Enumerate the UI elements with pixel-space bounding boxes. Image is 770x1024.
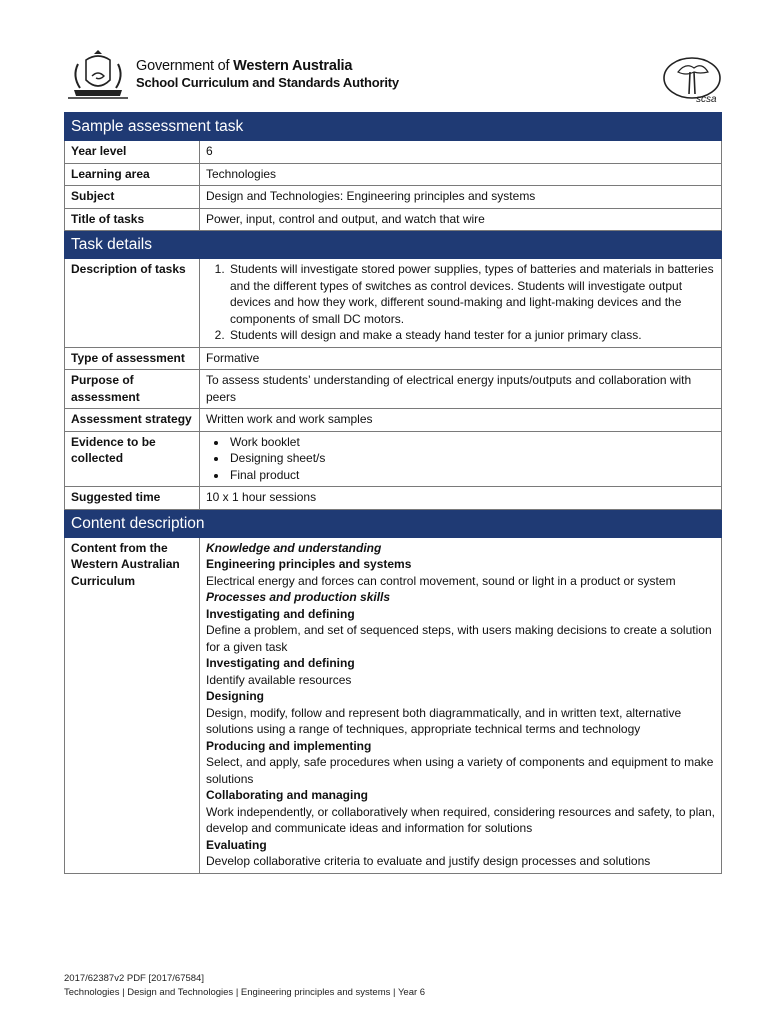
row-year-level: Year level 6: [65, 141, 722, 164]
task-description-list: [206, 261, 715, 344]
list-item: 1. Students will investigate stored power supplies, types of batteries and materials in batteries and the different types of switches as control devices. Students will investigate output devices and how they work, different sound-making and light-making devices and the components of small DC motors.: [228, 261, 715, 327]
evidence-list: [206, 434, 715, 484]
document-header: [64, 50, 730, 106]
government-title: Government of Western Australia: [136, 58, 353, 74]
section-header-task-details: Task details: [65, 231, 722, 259]
row-title-of-tasks: Title of tasks Power, input, control and output, and watch that wire: [65, 208, 722, 231]
list-item: • Designing sheet/s: [228, 450, 715, 467]
assessment-table: [64, 112, 722, 874]
row-content-from-curriculum: Content from the Western Australian Curriculum Knowledge and understanding Engineering principles and systems Electrical energy and forces can control movement, sound or light in a product or system Processes and production skills Investigating and defining Define a problem, and set of sequenced steps, with users making decisions to create a solution for a given task Investigating and defining Identify available resources Designing Design, modify, follow and represent both diagrammatically, and in written text, alternative solutions using a range of techniques, appropriate technical terms and technology Producing and implementing Select, and apply, safe procedures when using a variety of components and equipment to make solutions Collaborating and managing Work independently, or collaboratively when required, considering resources and safety, to plan, develop and communicate ideas and information for solutions Evaluating Develop collaborative criteria to evaluate and justify design processes and solutions: [65, 537, 722, 873]
svg-text:scsa: scsa: [696, 94, 717, 105]
row-subject: Subject Design and Technologies: Engineering principles and systems: [65, 186, 722, 209]
list-item: • Work booklet: [228, 434, 715, 451]
row-type-of-assessment: Type of assessment Formative: [65, 347, 722, 370]
footer-doc-id: 2017/62387v2 PDF [2017/67584]: [64, 973, 204, 984]
scsa-logo-icon: [660, 54, 724, 106]
row-learning-area: Learning area Technologies: [65, 163, 722, 186]
row-description-of-tasks: Description of tasks 1. Students will investigate stored power supplies, types of batteries and materials in batteries and the different types of switches as control devices. Students will investigate output devices and how they work, different sound-making and light-making devices and the components of small DC motors. 2. Students will design and make a steady hand tester for a junior primary class.: [65, 259, 722, 348]
section-header-sample: Sample assessment task: [65, 113, 722, 141]
list-item: 2. Students will design and make a steady hand tester for a junior primary class.: [228, 327, 715, 344]
row-purpose-of-assessment: Purpose of assessment To assess students’ understanding of electrical energy inputs/outputs and collaboration with peers: [65, 370, 722, 409]
authority-title: School Curriculum and Standards Authority: [136, 75, 399, 90]
curriculum-content: Knowledge and understanding Engineering principles and systems Electrical energy and forces can control movement, sound or light in a product or system Processes and production skills Investigating and defining Define a problem, and set of sequenced steps, with users making decisions to create a solution for a given task Investigating and defining Identify available resources Designing Design, modify, follow and represent both diagrammatically, and in written text, alternative solutions using a range of techniques, appropriate technical terms and technology Producing and implementing Select, and apply, safe procedures when using a variety of components and equipment to make solutions Collaborating and managing Work independently, or collaboratively when required, considering resources and safety, to plan, develop and communicate ideas and information for solutions Evaluating Develop collaborative criteria to evaluate and justify design processes and solutions: [200, 537, 722, 873]
row-suggested-time: Suggested time 10 x 1 hour sessions: [65, 487, 722, 510]
wa-coat-of-arms-icon: [64, 50, 132, 102]
row-evidence-to-be-collected: Evidence to be collected • Work booklet • Designing sheet/s • Final product: [65, 431, 722, 487]
page-footer: [64, 972, 425, 1000]
list-item: • Final product: [228, 467, 715, 484]
row-assessment-strategy: Assessment strategy Written work and work samples: [65, 409, 722, 432]
section-header-content-description: Content description: [65, 509, 722, 537]
footer-breadcrumb: Technologies | Design and Technologies | Engineering principles and systems | Year 6: [64, 987, 426, 998]
